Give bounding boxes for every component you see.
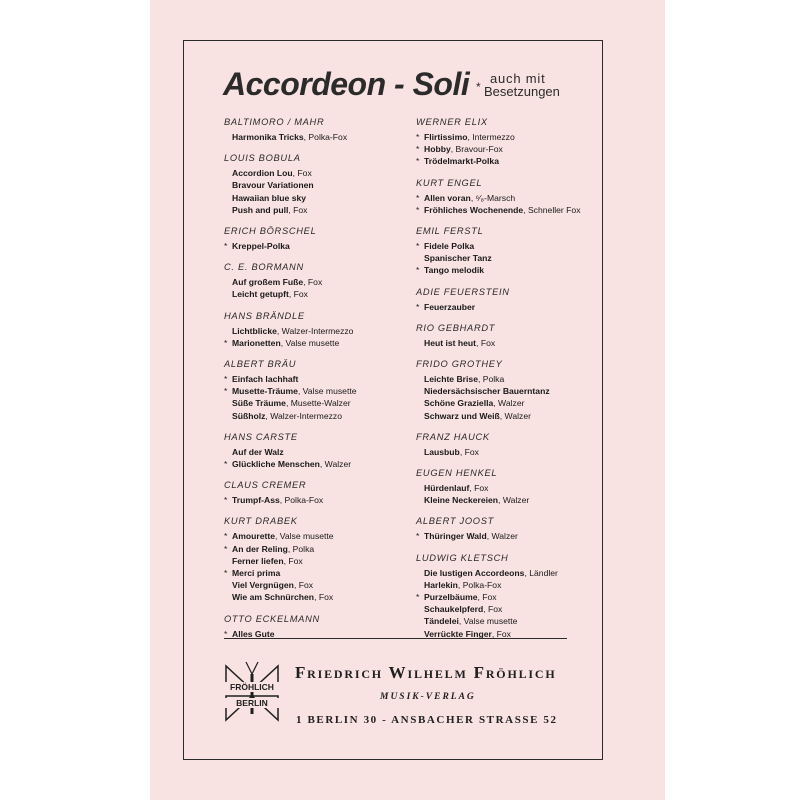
composer-group (224, 515, 404, 603)
composer-group (416, 177, 596, 216)
ensemble-star-marker: * (224, 495, 228, 506)
piece-title: Spanischer Tanz (424, 253, 492, 264)
ensemble-star-marker: * (224, 568, 228, 579)
piece-title: Lausbub (424, 446, 460, 457)
composer-group (224, 225, 404, 252)
piece-title: Leichte Brise (424, 374, 478, 385)
piece-title: Schaukelpferd (424, 604, 484, 615)
piece-genre: , Schneller Fox (523, 204, 581, 215)
ensemble-star-marker: * (416, 132, 420, 142)
piece-title: Trödelmarkt-Polka (424, 156, 499, 167)
composer-name: KURT DRABEK (224, 516, 298, 527)
composer-name: OTTO ECKELMANN (224, 613, 320, 624)
piece-entry (224, 385, 404, 397)
piece-entry (416, 530, 596, 542)
piece-title: Accordion Lou (232, 168, 293, 179)
composer-name: HANS CARSTE (224, 431, 298, 442)
piece-genre: , Fox (314, 592, 334, 603)
piece-genre: , Bravour-Fox (450, 144, 503, 155)
piece-entry (416, 337, 596, 349)
logo-text-bottom: BERLIN (236, 698, 268, 708)
piece-entry (416, 385, 596, 397)
piece-entry (416, 301, 596, 313)
piece-genre: , Polka (287, 543, 315, 554)
piece-title: Schwarz und Weiß (424, 410, 500, 421)
piece-entry (224, 167, 404, 179)
piece-title: Musette-Träume (232, 386, 298, 397)
piece-genre: , Fox (293, 580, 314, 591)
composer-group (224, 116, 404, 143)
piece-entry (416, 204, 596, 216)
composer-name: KURT ENGEL (416, 177, 483, 188)
composer-group (224, 261, 404, 300)
piece-title: Schöne Graziella (424, 398, 494, 409)
piece-title: Alles Gute (232, 628, 275, 639)
piece-genre: , Polka (477, 374, 505, 385)
ensemble-star-marker: * (224, 531, 228, 542)
composer-group (416, 116, 596, 168)
piece-genre: , Fox (283, 555, 303, 566)
piece-entry (224, 591, 404, 603)
piece-genre: , Fox (469, 483, 489, 494)
piece-entry (224, 555, 404, 567)
piece-genre: , Fox (459, 446, 479, 457)
piece-title: Tändelei (424, 616, 459, 627)
piece-genre: , Walzer-Intermezzo (265, 410, 342, 421)
piece-title: Allen voran (424, 192, 471, 203)
piece-entry (224, 446, 404, 458)
piece-genre: , Intermezzo (467, 132, 515, 142)
piece-genre: , Valse musette (297, 386, 357, 397)
piece-genre: , Walzer (486, 531, 518, 542)
piece-title: Push and pull (232, 204, 289, 215)
ensemble-star-marker: * (416, 241, 420, 252)
piece-entry (416, 494, 596, 506)
piece-genre: , Walzer (498, 495, 530, 506)
composer-name: WERNER ELIX (416, 117, 488, 127)
piece-entry (416, 143, 596, 155)
piece-title: Fröhliches Wochenende (424, 204, 524, 215)
piece-entry (416, 264, 596, 276)
piece-entry (224, 530, 404, 542)
piece-title: Amourette (232, 531, 275, 542)
piece-title: Purzelbäume (424, 592, 478, 603)
piece-genre: , Musette-Walzer (285, 398, 351, 409)
piece-genre: , Fox (476, 337, 496, 348)
piece-genre: , Fox (288, 204, 308, 215)
composer-name: EMIL FERSTL (416, 226, 484, 237)
ensemble-star-marker: * (224, 337, 228, 348)
piece-title: Flirtissimo (424, 132, 468, 142)
piece-entry (416, 446, 596, 458)
piece-entry (416, 155, 596, 167)
composer-name: EUGEN HENKEL (416, 468, 498, 479)
composer-group (224, 310, 404, 349)
piece-genre: , Fox (288, 289, 308, 300)
piece-genre: , Walzer (319, 459, 352, 470)
piece-genre: , Fox (483, 604, 503, 615)
page-subtitle (476, 71, 560, 99)
piece-entry (224, 325, 404, 337)
composer-name: HANS BRÄNDLE (224, 310, 305, 321)
piece-title: Einfach lachhaft (232, 374, 299, 385)
catalog-right-column (416, 116, 596, 649)
piece-entry (224, 276, 404, 288)
ensemble-star-marker: * (416, 531, 420, 542)
ensemble-star-marker: * (416, 204, 420, 215)
ensemble-star-marker: * (416, 192, 420, 203)
logo-text-top: FRÖHLICH (230, 682, 274, 692)
composer-group (416, 322, 596, 349)
composer-group (224, 152, 404, 216)
piece-title: Viel Vergnügen (232, 580, 294, 591)
piece-entry (224, 494, 404, 506)
piece-title: Süße Träume (232, 398, 286, 409)
piece-entry (416, 410, 596, 422)
piece-entry (416, 591, 596, 603)
piece-genre: , Walzer-Intermezzo (276, 325, 354, 336)
piece-entry (224, 579, 404, 591)
piece-entry (224, 410, 404, 422)
piece-entry (416, 240, 596, 252)
ensemble-star-marker: * (224, 543, 228, 554)
composer-name: ALBERT BRÄU (224, 359, 297, 370)
ensemble-star-marker: * (224, 241, 228, 252)
piece-genre: , Polka-Fox (279, 495, 324, 506)
composer-name: ADIE FEUERSTEIN (416, 286, 510, 297)
piece-title: Auf der Walz (232, 446, 284, 457)
piece-entry (416, 615, 596, 627)
ensemble-star-marker: * (416, 592, 420, 603)
piece-entry (416, 131, 596, 143)
piece-genre: , Polka-Fox (303, 132, 348, 142)
piece-genre: , Fox (491, 628, 511, 639)
piece-title: An der Reling (232, 543, 288, 554)
piece-title: Ferner liefen (232, 555, 284, 566)
piece-entry (416, 373, 596, 385)
piece-entry (224, 543, 404, 555)
piece-title: Niedersächsischer Bauerntanz (424, 386, 550, 397)
piece-genre: , Fox (292, 168, 312, 179)
piece-entry (224, 337, 404, 349)
composer-name: BALTIMORO / MAHR (224, 117, 325, 127)
piece-genre: , Valse musette (458, 616, 518, 627)
piece-entry (416, 567, 596, 579)
catalog-left-column (224, 116, 404, 649)
composer-group (224, 613, 404, 640)
subtitle-line-2: Besetzungen (484, 84, 560, 99)
piece-title: Verrückte Finger (424, 628, 492, 639)
page-title: Accordeon - Soli (223, 66, 470, 102)
piece-title: Auf großem Fuße (232, 277, 304, 288)
piece-entry (224, 288, 404, 300)
footer-divider (224, 638, 567, 639)
piece-title: Lichtblicke (232, 325, 277, 336)
piece-entry (224, 240, 404, 252)
publisher-name: Friedrich Wilhelm Fröhlich (295, 663, 557, 682)
composer-group (224, 358, 404, 422)
piece-genre: , Fox (477, 592, 497, 603)
subtitle-star: * (476, 80, 481, 94)
subtitle-line-1: auch mit (490, 71, 546, 86)
composer-name: FRANZ HAUCK (416, 431, 490, 442)
piece-entry (416, 192, 596, 204)
piece-entry (224, 192, 404, 204)
composer-group (416, 431, 596, 458)
composer-group (416, 552, 596, 640)
composer-name: ALBERT JOOST (416, 516, 494, 527)
piece-entry (416, 579, 596, 591)
piece-title: Trumpf-Ass (232, 495, 280, 506)
piece-entry (224, 458, 404, 470)
piece-entry (416, 603, 596, 615)
piece-genre: , Polka-Fox (457, 579, 502, 590)
composer-group (224, 479, 404, 506)
publisher-address: 1 BERLIN 30 - ANSBACHER STRASSE 52 (296, 714, 558, 726)
piece-title: Süßholz (232, 410, 266, 421)
composer-name: LUDWIG KLETSCH (416, 552, 509, 563)
composer-group (416, 286, 596, 313)
piece-title: Heut ist heut (424, 337, 477, 348)
piece-entry (224, 373, 404, 385)
piece-entry (224, 397, 404, 409)
piece-genre: , Walzer (493, 398, 525, 409)
piece-entry (416, 397, 596, 409)
ensemble-star-marker: * (416, 156, 420, 167)
ensemble-star-marker: * (224, 386, 228, 397)
composer-group (416, 225, 596, 277)
piece-title: Hürdenlauf (424, 483, 470, 494)
publisher-subtitle: MUSIK-VERLAG (380, 692, 476, 702)
butterfly-logo-icon (222, 660, 282, 726)
ensemble-star-marker: * (224, 628, 228, 639)
piece-title: Kreppel-Polka (232, 241, 290, 252)
piece-entry (224, 131, 404, 143)
piece-title: Feuerzauber (424, 301, 476, 312)
piece-title: Hobby (424, 144, 451, 155)
piece-title: Harlekin (424, 579, 458, 590)
piece-entry (224, 179, 404, 191)
piece-title: Glückliche Menschen (232, 459, 320, 470)
piece-title: Tango melodik (424, 265, 485, 276)
piece-genre: , Valse musette (274, 531, 334, 542)
piece-title: Fidele Polka (424, 241, 475, 252)
piece-genre: , Fox (303, 277, 323, 288)
composer-name: FRIDO GROTHEY (416, 359, 503, 370)
ensemble-star-marker: * (416, 265, 420, 276)
piece-title: Die lustigen Accordeons (424, 567, 525, 578)
piece-title: Thüringer Wald (424, 531, 487, 542)
piece-genre: , Valse musette (280, 337, 340, 348)
piece-genre: , ⁶⁄₈-Marsch (470, 192, 516, 203)
ensemble-star-marker: * (224, 374, 228, 385)
composer-name: C. E. BORMANN (224, 262, 304, 273)
composer-name: CLAUS CREMER (224, 480, 307, 491)
ensemble-star-marker: * (224, 459, 228, 470)
composer-name: ERICH BÖRSCHEL (224, 226, 317, 237)
composer-group (416, 358, 596, 422)
piece-entry (224, 567, 404, 579)
piece-title: Hawaiian blue sky (232, 192, 307, 203)
composer-group (416, 467, 596, 506)
piece-entry (416, 252, 596, 264)
piece-title: Kleine Neckereien (424, 495, 499, 506)
composer-name: LOUIS BOBULA (224, 153, 301, 164)
piece-genre: , Ländler (524, 567, 558, 578)
piece-title: Marionetten (232, 337, 281, 348)
ensemble-star-marker: * (416, 301, 420, 312)
piece-entry (416, 482, 596, 494)
piece-title: Bravour Variationen (232, 180, 314, 191)
piece-title: Leicht getupft (232, 289, 289, 300)
piece-title: Harmonika Tricks (232, 132, 304, 142)
piece-genre: , Walzer (499, 410, 531, 421)
piece-title: Wie am Schnürchen (232, 592, 315, 603)
composer-group (416, 515, 596, 542)
ensemble-star-marker: * (416, 144, 420, 155)
piece-title: Merci prima (232, 568, 281, 579)
piece-entry (224, 204, 404, 216)
composer-group (224, 431, 404, 470)
composer-name: RIO GEBHARDT (416, 322, 496, 333)
